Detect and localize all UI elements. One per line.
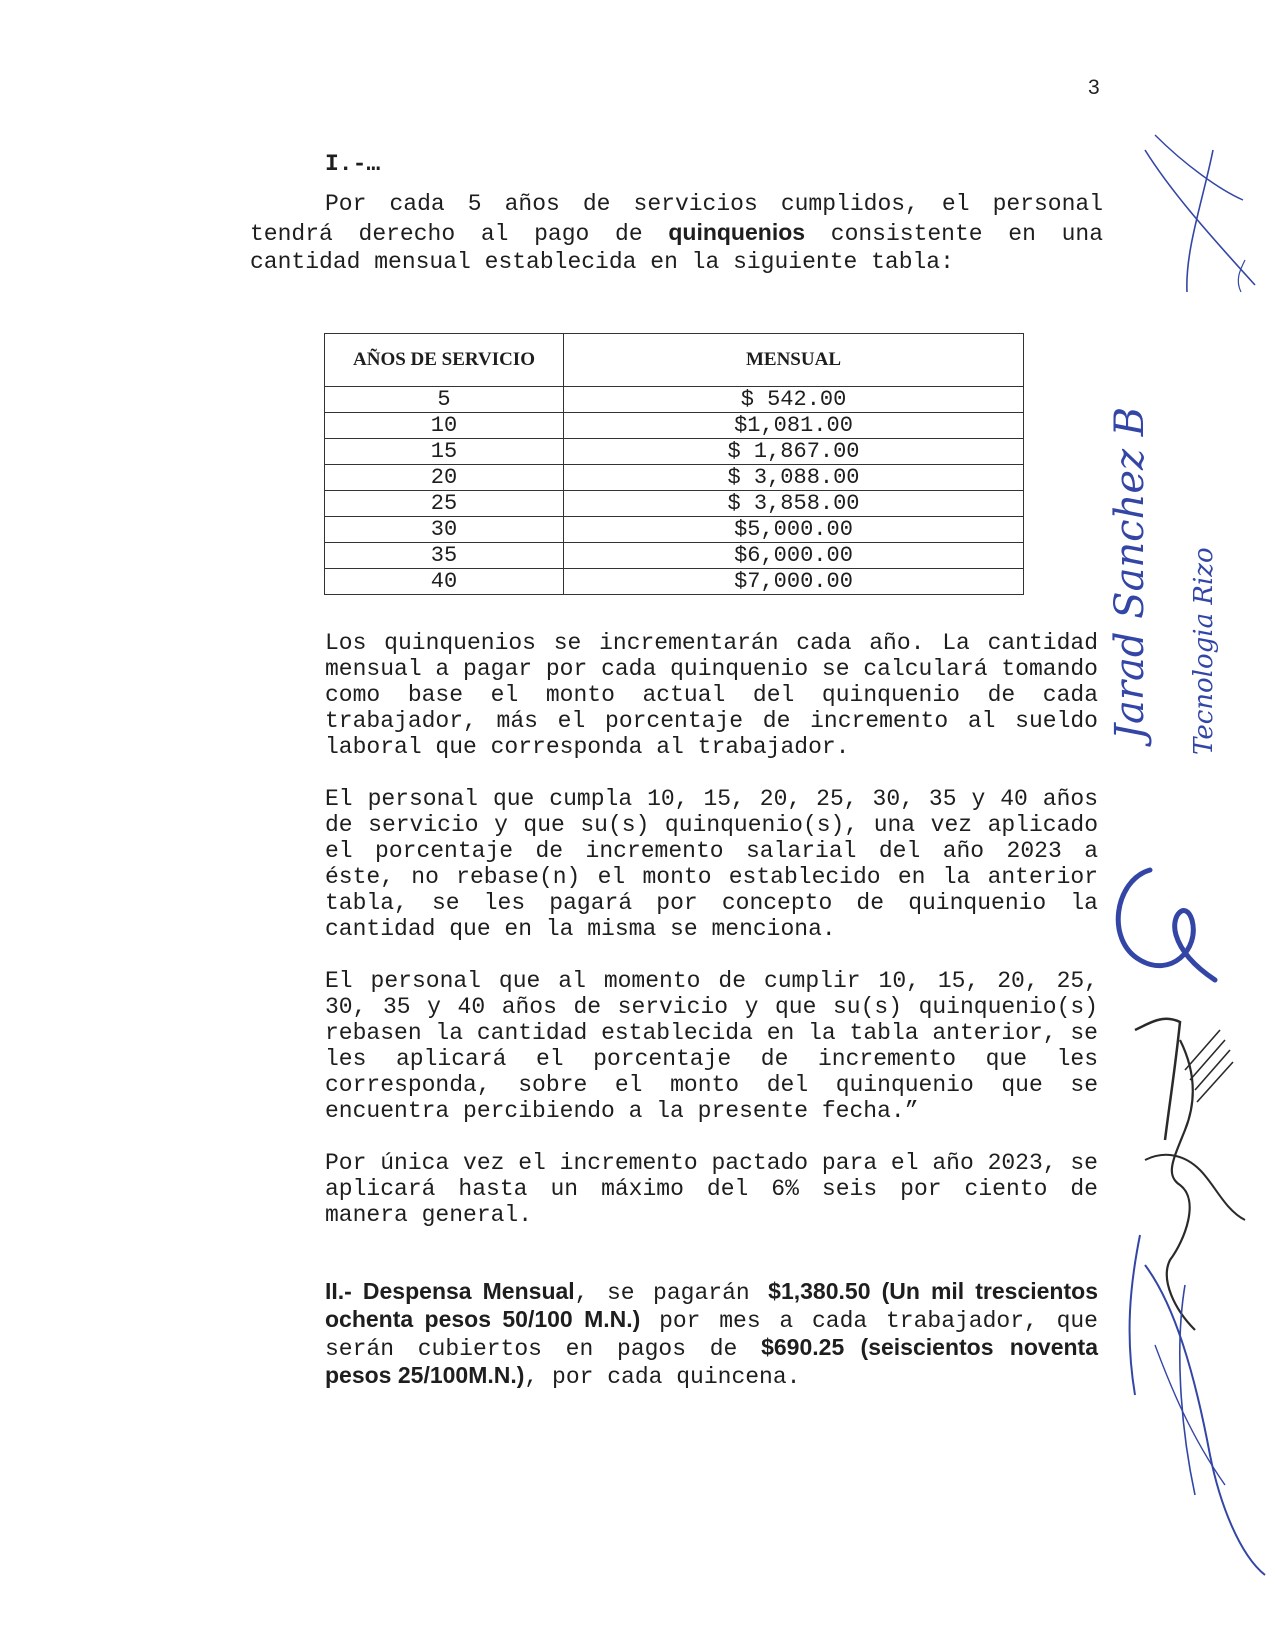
signature-loop-blue xyxy=(1110,860,1220,1000)
amount-cell: $7,000.00 xyxy=(564,569,1024,595)
table-row xyxy=(325,491,1024,517)
table-row xyxy=(325,413,1024,439)
table-row xyxy=(325,439,1024,465)
years-cell: 35 xyxy=(325,543,564,569)
years-cell: 10 xyxy=(325,413,564,439)
years-cell: 30 xyxy=(325,517,564,543)
section-ii-text-3: , por cada quincena. xyxy=(524,1364,801,1390)
paragraph-no-rebase: El personal que cumpla 10, 15, 20, 25, 30, 35 y 40 años de servicio y que su(s) quinquenio(s), una vez aplicado el porcentaje de incremento salarial del año 2023 a éste, no rebase(n) el monto establecido en la anterior tabla, se les pagará por concepto de quinquenio la cantidad que en la misma se menciona. xyxy=(325,786,1098,942)
amount-cell: $ 3,088.00 xyxy=(564,465,1024,491)
table-row xyxy=(325,387,1024,413)
signature-name-text: Jarad Sanchez B xyxy=(1107,406,1153,740)
intro-text-before: Por cada 5 años de servicios cumplidos, el personal tendrá derecho al pago de xyxy=(250,191,1103,247)
years-cell: 15 xyxy=(325,439,564,465)
section-i-label: I.-… xyxy=(325,151,381,177)
years-cell: 5 xyxy=(325,387,564,413)
header-anos-servicio: AÑOS DE SERVICIO xyxy=(325,334,564,387)
amount-cell: $6,000.00 xyxy=(564,543,1024,569)
section-ii-amount-quincena: $690.25 (seiscientos noventa pesos 25/100M.N.) xyxy=(325,1334,1098,1388)
intro-paragraph xyxy=(250,190,1103,276)
table-row xyxy=(325,517,1024,543)
signature-top-right xyxy=(1125,120,1275,295)
signature-vertical-second xyxy=(1180,405,1230,765)
signature-second-text: Tecnologia Rizo xyxy=(1189,547,1219,755)
intro-text-after: consistente en una cantidad mensual establecida en la siguiente tabla: xyxy=(250,221,1103,275)
section-ii-amount: $1,380.50 (Un mil trescientos ochenta pesos 50/100 M.N.) xyxy=(325,1278,1098,1332)
intro-bold-term: quinquenios xyxy=(668,219,806,245)
section-ii-paragraph xyxy=(325,1278,1098,1390)
paragraph-unica-vez: Por única vez el incremento pactado para el año 2023, se aplicará hasta un máximo del 6% seis por ciento de manera general. xyxy=(325,1150,1098,1228)
header-mensual: MENSUAL xyxy=(564,334,1024,387)
paragraph-rebasen: El personal que al momento de cumplir 10, 15, 20, 25, 30, 35 y 40 años de servicio y que su(s) quinquenio(s) rebasen la cantidad establecida en la tabla anterior, se les aplicará el porcentaje de incremento que les corresponda, sobre el monto del quinquenio que se encuentra percibiendo a la presente fecha.” xyxy=(325,968,1098,1124)
years-cell: 25 xyxy=(325,491,564,517)
amount-cell: $5,000.00 xyxy=(564,517,1024,543)
table-row xyxy=(325,465,1024,491)
amount-cell: $ 3,858.00 xyxy=(564,491,1024,517)
page-number: 3 xyxy=(1088,76,1100,99)
signature-black-scrawl xyxy=(1125,1010,1265,1340)
amount-cell: $ 542.00 xyxy=(564,387,1024,413)
amount-cell: $ 1,867.00 xyxy=(564,439,1024,465)
table-row xyxy=(325,543,1024,569)
amount-cell: $1,081.00 xyxy=(564,413,1024,439)
signature-bottom-blue xyxy=(1115,1225,1275,1585)
section-ii-text-1: , se pagarán xyxy=(574,1280,769,1306)
section-ii-text-2: por mes a cada trabajador, que serán cubiertos en pagos de xyxy=(325,1308,1098,1362)
table-header-row xyxy=(325,334,1024,387)
years-cell: 40 xyxy=(325,569,564,595)
section-ii-heading: II.- Despensa Mensual xyxy=(325,1278,575,1304)
signature-vertical-name xyxy=(1098,370,1168,750)
years-cell: 20 xyxy=(325,465,564,491)
quinquenios-table xyxy=(324,333,1024,595)
table-row xyxy=(325,569,1024,595)
paragraph-incremento: Los quinquenios se incrementarán cada año. La cantidad mensual a pagar por cada quinquenio se calculará tomando como base el monto actual del quinquenio de cada trabajador, más el porcentaje de incremento al sueldo laboral que corresponda al trabajador. xyxy=(325,630,1098,760)
